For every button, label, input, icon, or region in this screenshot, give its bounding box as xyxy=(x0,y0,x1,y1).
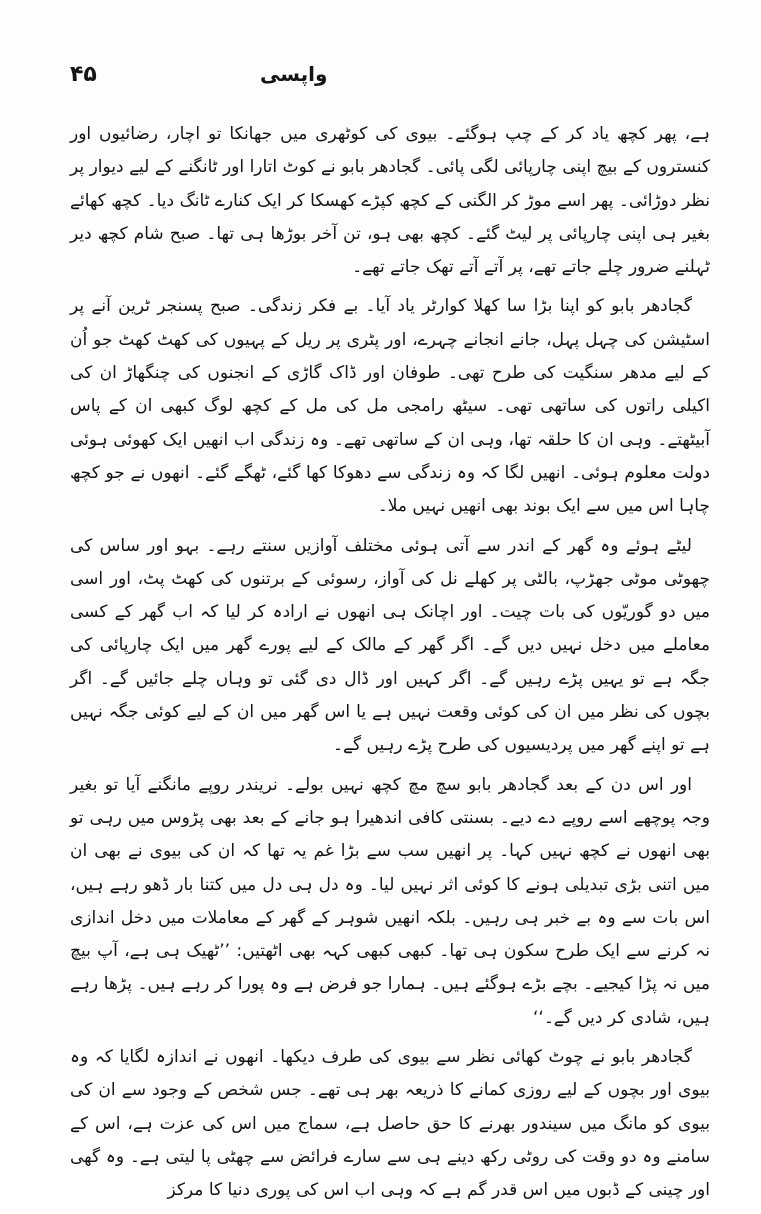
paragraph: ہے، پھر کچھ یاد کر کے چپ ہوگئے۔ بیوی کی کوٹھری میں جھانکا تو اچار، رضائیوں اور کنستروں کے بیچ اپنی چارپائی لگی پائی۔ گجادھر بابو نے کوٹ اتارا اور ٹانگنے کے لیے دیوار پر نظر دوڑائی۔ پھر اسے موڑ کر الگنی کے کچھ کپڑے کھسکا کر ایک کنارے ٹانگ دیا۔ کچھ کھائے بغیر ہی اپنی چارپائی پر لیٹ گئے۔ کچھ بھی ہو، تن آخر بوڑھا ہی تھا۔ صبح شام کچھ دیر ٹہلنے ضرور چلے جاتے تھے، پر آتے آتے تھک جاتے تھے۔ xyxy=(70,124,710,278)
page-number: ۴۵ xyxy=(70,62,97,87)
paragraph: گجادھر بابو کو اپنا بڑا سا کھلا کوارٹر یاد آیا۔ بے فکر زندگی۔ صبح پسنجر ٹرین آنے پر اسٹیشن کی چہل پہل، جانے انجانے چہرے، اور پٹری پر ریل کے پہیوں کی کھٹ کھٹ جو اُن کے لیے مدھر سنگیت کی طرح تھی۔ طوفان اور ڈاک گاڑی کے انجنوں کی چنگھاڑ ان کی اکیلی راتوں کی ساتھی تھی۔ سیٹھ رامجی مل کی مل کے کچھ لوگ کبھی ان کے پاس آبیٹھتے۔ وہی ان کا حلقہ تھا، وہی ان کے ساتھی تھے۔ وہ زندگی اب انھیں ایک کھوئی ہوئی دولت معلوم ہوئی۔ انھیں لگا کہ وہ زندگی سے دھوکا کھا گئے، ٹھگے گئے۔ انھوں نے جو کچھ چاہا اس میں سے ایک بوند بھی انھیں نہیں ملا۔ xyxy=(70,296,710,517)
paragraph: گجادھر بابو نے چوٹ کھائی نظر سے بیوی کی طرف دیکھا۔ انھوں نے اندازہ لگایا کہ وہ بیوی اور بچوں کے لیے روزی کمانے کا ذریعہ بھر ہی تھے۔ جس شخص کے وجود سے ان کی بیوی کو مانگ میں سیندور بھرنے کا حق حاصل ہے، سماج میں اس کی عزت ہے، اس کے سامنے وہ دو وقت کی روٹی رکھ دینے ہی سے سارے فرائض سے چھٹی پا لیتی ہے۔ وہ گھی اور چینی کے ڈبوں میں اس قدر گم ہے کہ وہی اب اس کی پوری دنیا کا مرکز xyxy=(70,1047,710,1201)
paragraph: اور اس دن کے بعد گجادھر بابو سچ مچ کچھ نہیں بولے۔ نریندر روپے مانگنے آیا تو بغیر وجہ پوچھے اسے روپے دے دیے۔ بسنتی کافی اندھیرا ہو جانے کے بعد بھی پڑوس میں رہی تو بھی انھوں نے کچھ نہیں کہا۔ پر انھیں سب سے بڑا غم یہ تھا کہ ان کی بیوی نے بھی ان میں اتنی بڑی تبدیلی ہونے کا کوئی اثر نہیں لیا۔ وہ دل ہی دل میں کتنا بار ڈھو رہے ہیں، اس بات سے وہ بے خبر ہی رہیں۔ بلکہ انھیں شوہر کے گھر کے معاملات میں دخل اندازی نہ کرنے سے ایک طرح سکون ہی تھا۔ کبھی کبھی کہہ بھی اٹھتیں: ’’ٹھیک ہی ہے، آپ بیچ میں نہ پڑا کیجیے۔ بچے بڑے ہوگئے ہیں۔ ہمارا جو فرض ہے وہ پورا کر رہے ہیں۔ پڑھا رہے ہیں، شادی کر دیں گے۔‘‘ xyxy=(70,774,710,1028)
paragraph: لیٹے ہوئے وہ گھر کے اندر سے آتی ہوئی مختلف آوازیں سنتے رہے۔ بہو اور ساس کی چھوٹی موٹی جھڑپ، بالٹی پر کھلے نل کی آواز، رسوئی کے برتنوں کی کھٹ پٹ، اور اسی میں دو گوریّوں کی بات چیت۔ اور اچانک ہی انھوں نے ارادہ کر لیا کہ اب گھر کے کسی معاملے میں دخل نہیں دیں گے۔ اگر گھر کے مالک کے لیے پورے گھر میں ایک چارپائی کی جگہ ہے تو یہیں پڑے رہیں گے۔ اگر کہیں اور ڈال دی گئی تو وہاں چلے جائیں گے۔ اگر بچوں کی نظر میں ان کی کوئی وقعت نہیں ہے یا اس گھر میں ان کے لیے کوئی جگہ نہیں ہے تو اپنے گھر میں پردیسیوں کی طرح پڑے رہیں گے۔ xyxy=(70,535,710,756)
running-title: واپسی xyxy=(260,62,328,86)
page-header xyxy=(70,62,690,92)
body-text xyxy=(70,118,710,1214)
